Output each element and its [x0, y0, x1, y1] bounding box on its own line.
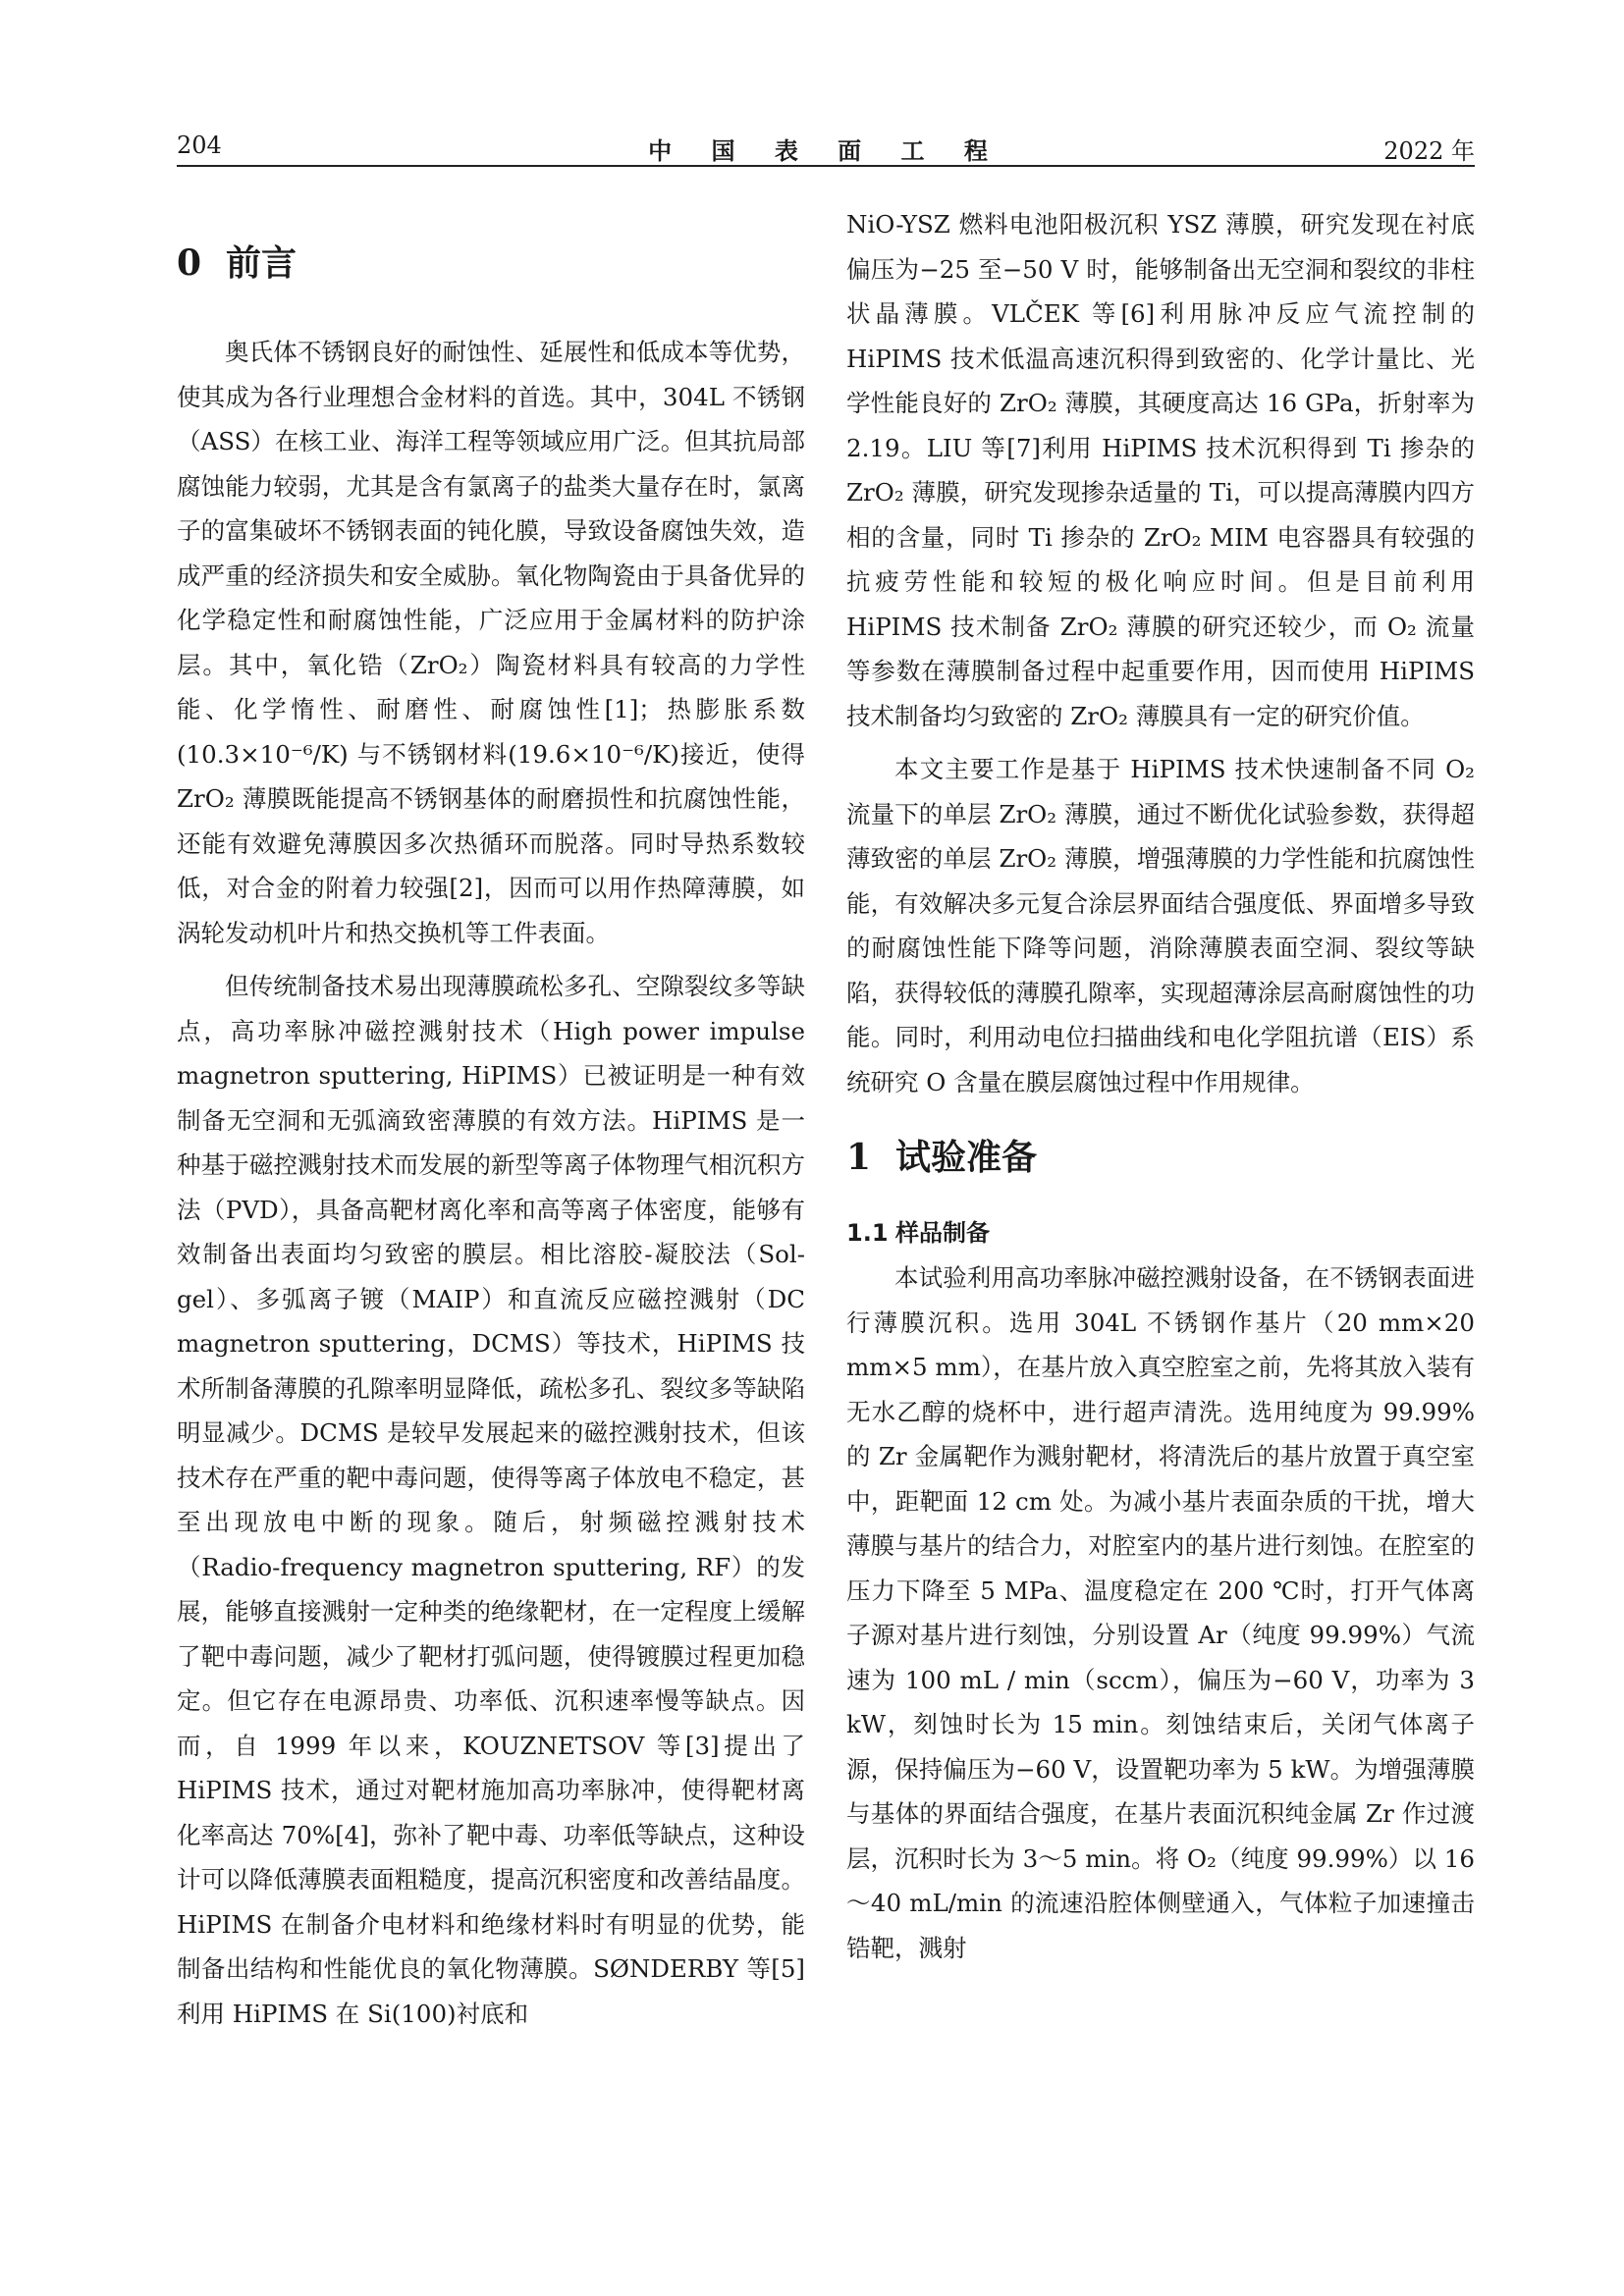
- right-column: [846, 202, 1475, 1970]
- section-1-heading: [846, 1134, 1475, 1181]
- paragraph-intro-2-continued: NiO-YSZ 燃料电池阳极沉积 YSZ 薄膜，研究发现在衬底偏压为−25 至−50 V 时，能够制备出无空洞和裂纹的非柱状晶薄膜。VLČEK 等[6]利用脉冲反应气流控制的 HiPIMS 技术低温高速沉积得到致密的、化学计量比、光学性能良好的 ZrO₂ 薄膜，其硬度高达 16 GPa，折射率为 2.19。LIU 等[7]利用 HiPIMS 技术沉积得到 Ti 掺杂的 ZrO₂ 薄膜，研究发现掺杂适量的 Ti，可以提高薄膜内四方相的含量，同时 Ti 掺杂的 ZrO₂ MIM 电容器具有较强的抗疲劳性能和较短的极化响应时间。但是目前利用 HiPIMS 技术制备 ZrO₂ 薄膜的研究还较少，而 O₂ 流量等参数在薄膜制备过程中起重要作用，因而使用 HiPIMS 技术制备均匀致密的 ZrO₂ 薄膜具有一定的研究价值。: [846, 210, 1475, 730]
- section-title: 前言: [226, 242, 298, 284]
- paragraph-intro-1: 奥氏体不锈钢良好的耐蚀性、延展性和低成本等优势，使其成为各行业理想合金材料的首选。其中，304L 不锈钢（ASS）在核工业、海洋工程等领域应用广泛。但其抗局部腐蚀能力较弱，尤其是含有氯离子的盐类大量存在时，氯离子的富集破坏不锈钢表面的钝化膜，导致设备腐蚀失效，造成严重的经济损失和安全威胁。氧化物陶瓷由于具备优异的化学稳定性和耐腐蚀性能，广泛应用于金属材料的防护涂层。其中，氧化锆（ZrO₂）陶瓷材料具有较高的力学性能、化学惰性、耐磨性、耐腐蚀性[1]；热膨胀系数(10.3×10⁻⁶/K) 与不锈钢材料(19.6×10⁻⁶/K)接近，使得 ZrO₂ 薄膜既能提高不锈钢基体的耐磨损性和抗腐蚀性能，还能有效避免薄膜因多次热循环而脱落。同时导热系数较低，对合金的附着力较强[2]，因而可以用作热障薄膜，如涡轮发动机叶片和热交换机等工件表面。: [177, 338, 805, 947]
- issue-year: 2022 年: [1383, 137, 1475, 165]
- page-number: 204: [177, 132, 222, 159]
- running-header: [177, 132, 1475, 165]
- subsection-1-1-heading: [846, 1210, 1475, 1255]
- journal-title: 中 国 表 面 工 程: [648, 136, 1003, 165]
- section-number: 1: [846, 1137, 872, 1178]
- header-rule: [177, 165, 1475, 167]
- section-number: 0: [177, 242, 202, 284]
- subsection-title: 样品制备: [895, 1219, 990, 1247]
- left-column: [177, 196, 805, 2036]
- paragraph-intro-2: 但传统制备技术易出现薄膜疏松多孔、空隙裂纹多等缺点，高功率脉冲磁控溅射技术（High power impulse magnetron sputtering, HiPIMS）已被证明是一种有效制备无空洞和无弧滴致密薄膜的有效方法。HiPIMS 是一种基于磁控溅射技术而发展的新型等离子体物理气相沉积方法（PVD），具备高靶材离化率和高等离子体密度，能够有效制备出表面均匀致密的膜层。相比溶胶-凝胶法（Sol-gel）、多弧离子镀（MAIP）和直流反应磁控溅射（DC magnetron sputtering，DCMS）等技术，HiPIMS 技术所制备薄膜的孔隙率明显降低，疏松多孔、裂纹多等缺陷明显减少。DCMS 是较早发展起来的磁控溅射技术，但该技术存在严重的靶中毒问题，使得等离子体放电不稳定，甚至出现放电中断的现象。随后，射频磁控溅射技术（Radio-frequency magnetron sputtering, RF）的发展，能够直接溅射一定种类的绝缘靶材，在一定程度上缓解了靶中毒问题，减少了靶材打弧问题，使得镀膜过程更加稳定。但它存在电源昂贵、功率低、沉积速率慢等缺点。因而，自 1999 年以来，KOUZNETSOV 等[3]提出了 HiPIMS 技术，通过对靶材施加高功率脉冲，使得靶材离化率高达 70%[4]，弥补了靶中毒、功率低等缺点，这种设计可以降低薄膜表面粗糙度，提高沉积密度和改善结晶度。HiPIMS 在制备介电材料和绝缘材料时有明显的优势，能制备出结构和性能优良的氧化物薄膜。SØNDERBY 等[5]利用 HiPIMS 在 Si(100)衬底和: [177, 972, 805, 2028]
- paragraph-sample-prep: 本试验利用高功率脉冲磁控溅射设备，在不锈钢表面进行薄膜沉积。选用 304L 不锈钢作基片（20 mm×20 mm×5 mm），在基片放入真空腔室之前，先将其放入装有无水乙醇的烧杯中，进行超声清洗。选用纯度为 99.99%的 Zr 金属靶作为溅射靶材，将清洗后的基片放置于真空室中，距靶面 12 cm 处。为减小基片表面杂质的干扰，增大薄膜与基片的结合力，对腔室内的基片进行刻蚀。在腔室的压力下降至 5 MPa、温度稳定在 200 ℃时，打开气体离子源对基片进行刻蚀，分别设置 Ar（纯度 99.99%）气流速为 100 mL / min（sccm），偏压为−60 V，功率为 3 kW，刻蚀时长为 15 min。刻蚀结束后，关闭气体离子源，保持偏压为−60 V，设置靶功率为 5 kW。为增强薄膜与基体的界面结合强度，在基片表面沉积纯金属 Zr 作过渡层，沉积时长为 3～5 min。将 O₂（纯度 99.99%）以 16～40 mL/min 的流速沿腔体侧壁通入，气体粒子加速撞击锆靶，溅射: [846, 1263, 1475, 1962]
- section-title: 试验准备: [895, 1137, 1038, 1178]
- paragraph-intro-3: 本文主要工作是基于 HiPIMS 技术快速制备不同 O₂ 流量下的单层 ZrO₂ 薄膜，通过不断优化试验参数，获得超薄致密的单层 ZrO₂ 薄膜，增强薄膜的力学性能和抗腐蚀性能，有效解决多元复合涂层界面结合强度低、界面增多导致的耐腐蚀性能下降等问题，消除薄膜表面空洞、裂纹等缺陷，获得较低的薄膜孔隙率，实现超薄涂层高耐腐蚀性的功能。同时，利用动电位扫描曲线和电化学阻抗谱（EIS）系统研究 O 含量在膜层腐蚀过程中作用规律。: [846, 755, 1475, 1096]
- subsection-number: 1.1: [846, 1219, 889, 1247]
- section-0-heading: [177, 240, 805, 287]
